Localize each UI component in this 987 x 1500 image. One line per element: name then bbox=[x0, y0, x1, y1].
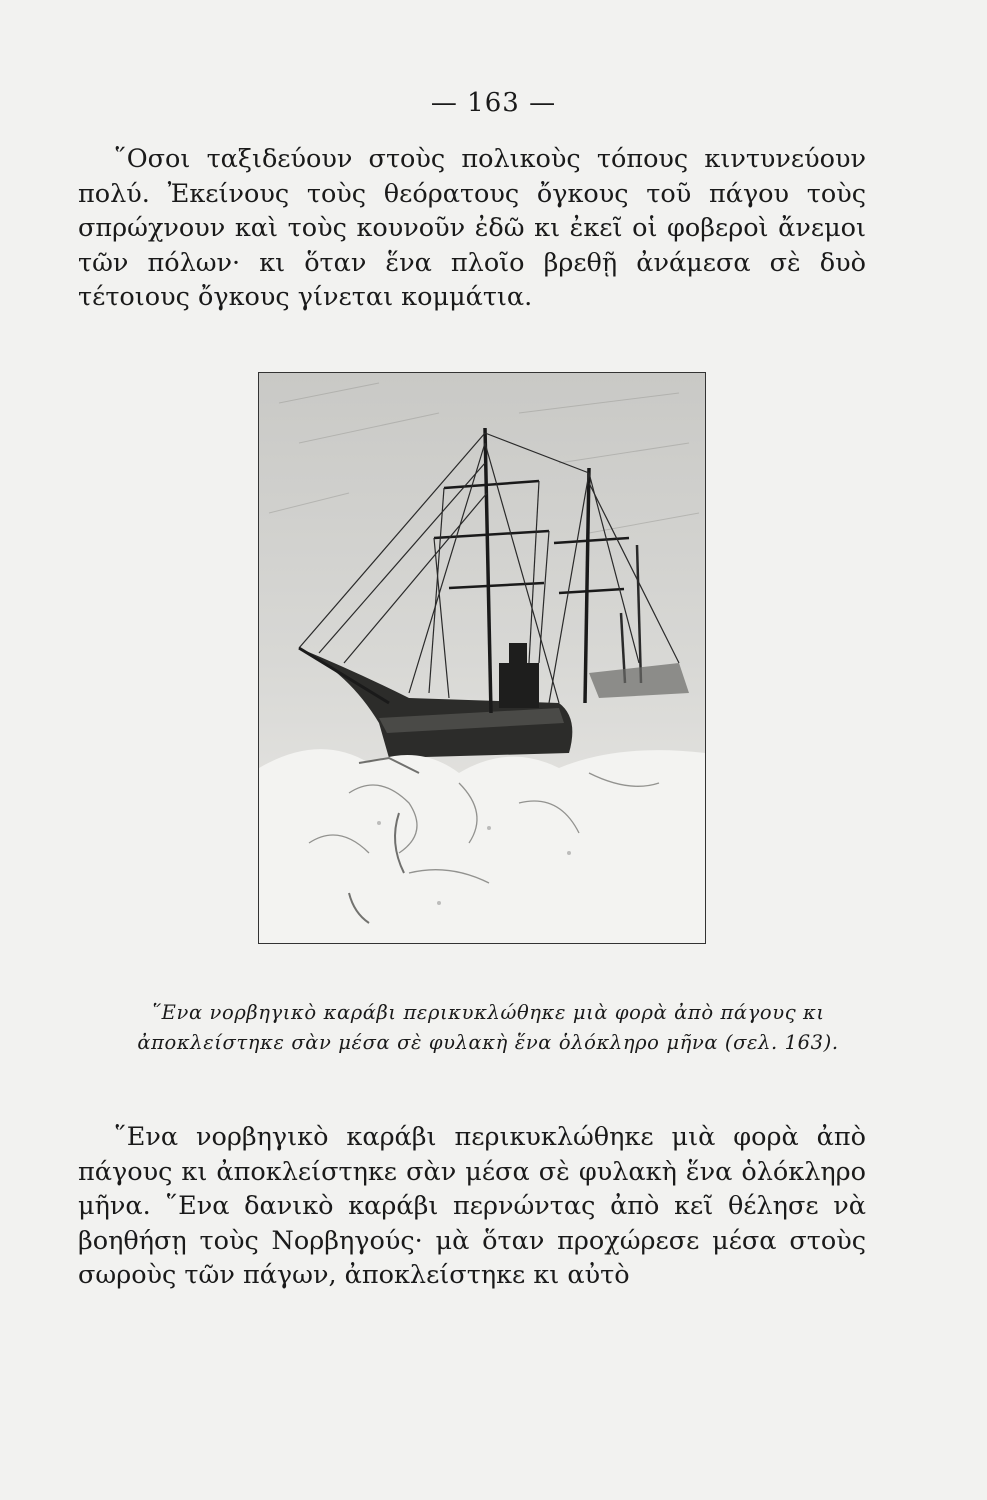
figure-caption: ῞Ενα νορβηγικὸ καράβι περικυκλώθηκε μιὰ φορὰ ἀπὸ πάγους κι ἀποκλείστηκε σὰν μέσα σὲ φυλακὴ ἕνα ὁλόκληρο μῆνα (σελ. 163). bbox=[137, 1001, 839, 1054]
ship-illustration bbox=[258, 372, 706, 944]
body-paragraph-1: ῞Οσοι ταξιδεύουν στοὺς πολικοὺς τόπους κιντυνεύουν πολύ. Ἐκείνους τοὺς θεόρατους ὄγκους τοῦ πάγου τοὺς σπρώχνουν καὶ τοὺς κουνοῦν ἐδῶ κι ἐκεῖ οἱ φοβεροὶ ἄνεμοι τῶν πόλων· κι ὅταν ἕνα πλοῖο βρεθῇ ἀνάμεσα σὲ δυὸ τέτοιους ὄγκους γίνεται κομμάτια. bbox=[78, 144, 866, 312]
page-number: — 163 — bbox=[430, 88, 557, 118]
body-paragraph-2: ῞Ενα νορβηγικὸ καράβι περικυκλώθηκε μιὰ φορὰ ἀπὸ πάγους κι ἀποκλείστηκε σὰν μέσα σὲ φυλακὴ ἕνα ὁλόκληρο μῆνα. ῞Ενα δανικὸ καράβι περνώντας ἀπὸ κεῖ θέλησε νὰ βοηθήσῃ τοὺς Νορβηγούς· μὰ ὅταν προχώρεσε μέσα στοὺς σωροὺς τῶν πάγων, ἀποκλείστηκε κι αὐτὸ bbox=[78, 1122, 866, 1290]
